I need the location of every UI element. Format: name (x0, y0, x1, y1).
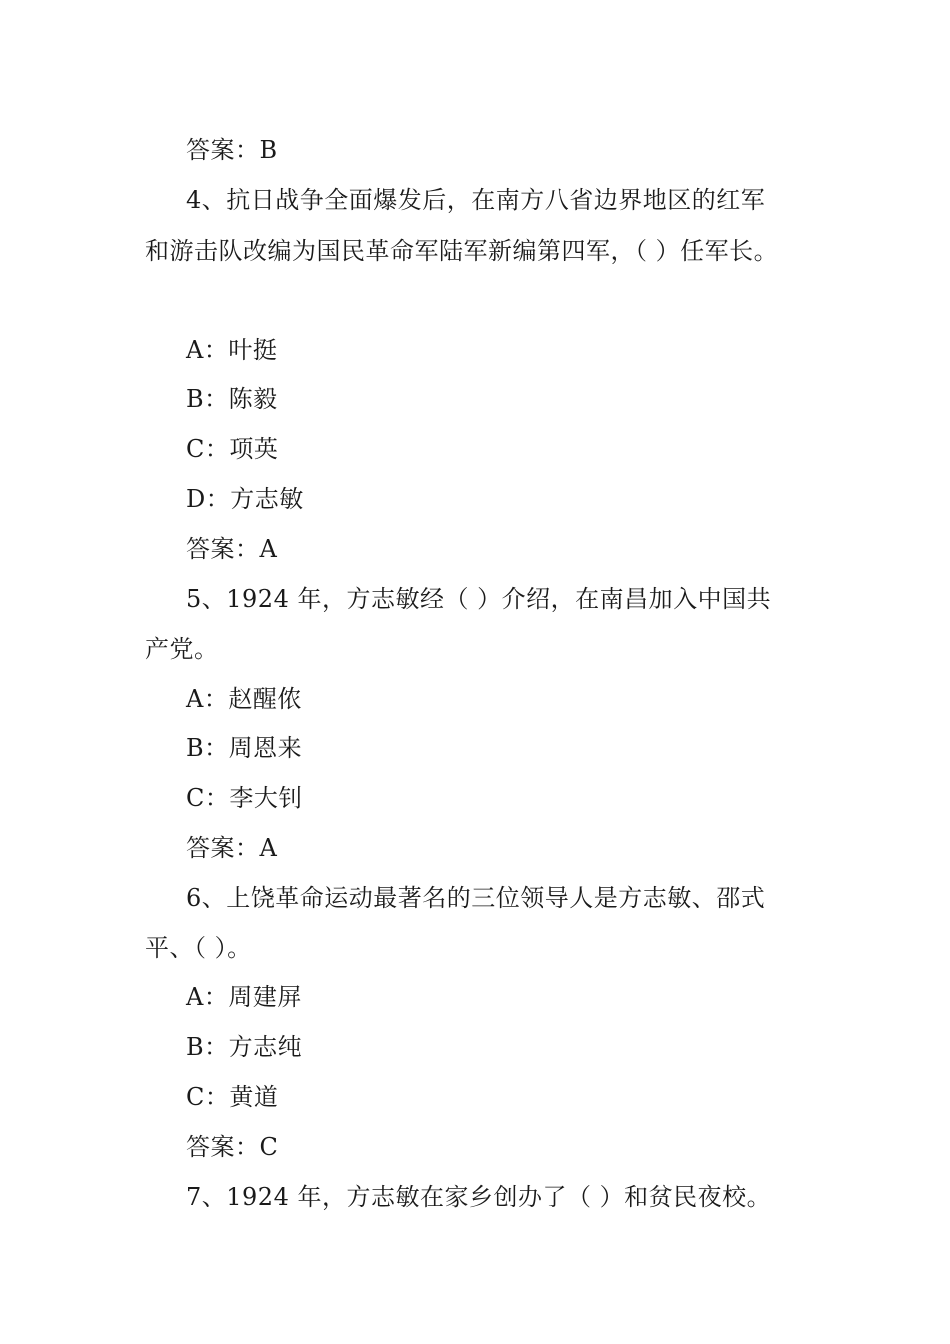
option-c: C：黄道 (186, 1083, 279, 1111)
option-b: B：陈毅 (186, 385, 278, 413)
answer-line: 答案：A (186, 834, 278, 862)
option-a: A：赵醒侬 (186, 685, 302, 713)
question-4-line-2: 和游击队改编为国民革命军陆军新编第四军，（ ）任军长。 (145, 237, 779, 265)
option-a: A：周建屏 (186, 983, 302, 1011)
question-4-line-1: 4、抗日战争全面爆发后，在南方八省边界地区的红军 (186, 186, 766, 214)
answer-line: 答案：B (186, 136, 278, 164)
option-d: D：方志敏 (186, 485, 304, 513)
option-a: A：叶挺 (186, 336, 278, 364)
question-5-line-1: 5、1924 年，方志敏经（ ）介绍，在南昌加入中国共 (186, 585, 772, 613)
question-7-line-1: 7、1924 年，方志敏在家乡创办了（ ）和贫民夜校。 (186, 1183, 772, 1211)
question-6-line-2: 平、（ ）。 (145, 934, 252, 962)
option-b: B：方志纯 (186, 1033, 303, 1061)
question-5-line-2: 产党。 (145, 635, 219, 663)
answer-line: 答案：C (186, 1133, 279, 1161)
option-b: B：周恩来 (186, 734, 303, 762)
option-c: C：李大钊 (186, 784, 303, 812)
answer-line: 答案：A (186, 535, 278, 563)
question-6-line-1: 6、上饶革命运动最著名的三位领导人是方志敏、邵式 (186, 884, 766, 912)
option-c: C：项英 (186, 435, 279, 463)
